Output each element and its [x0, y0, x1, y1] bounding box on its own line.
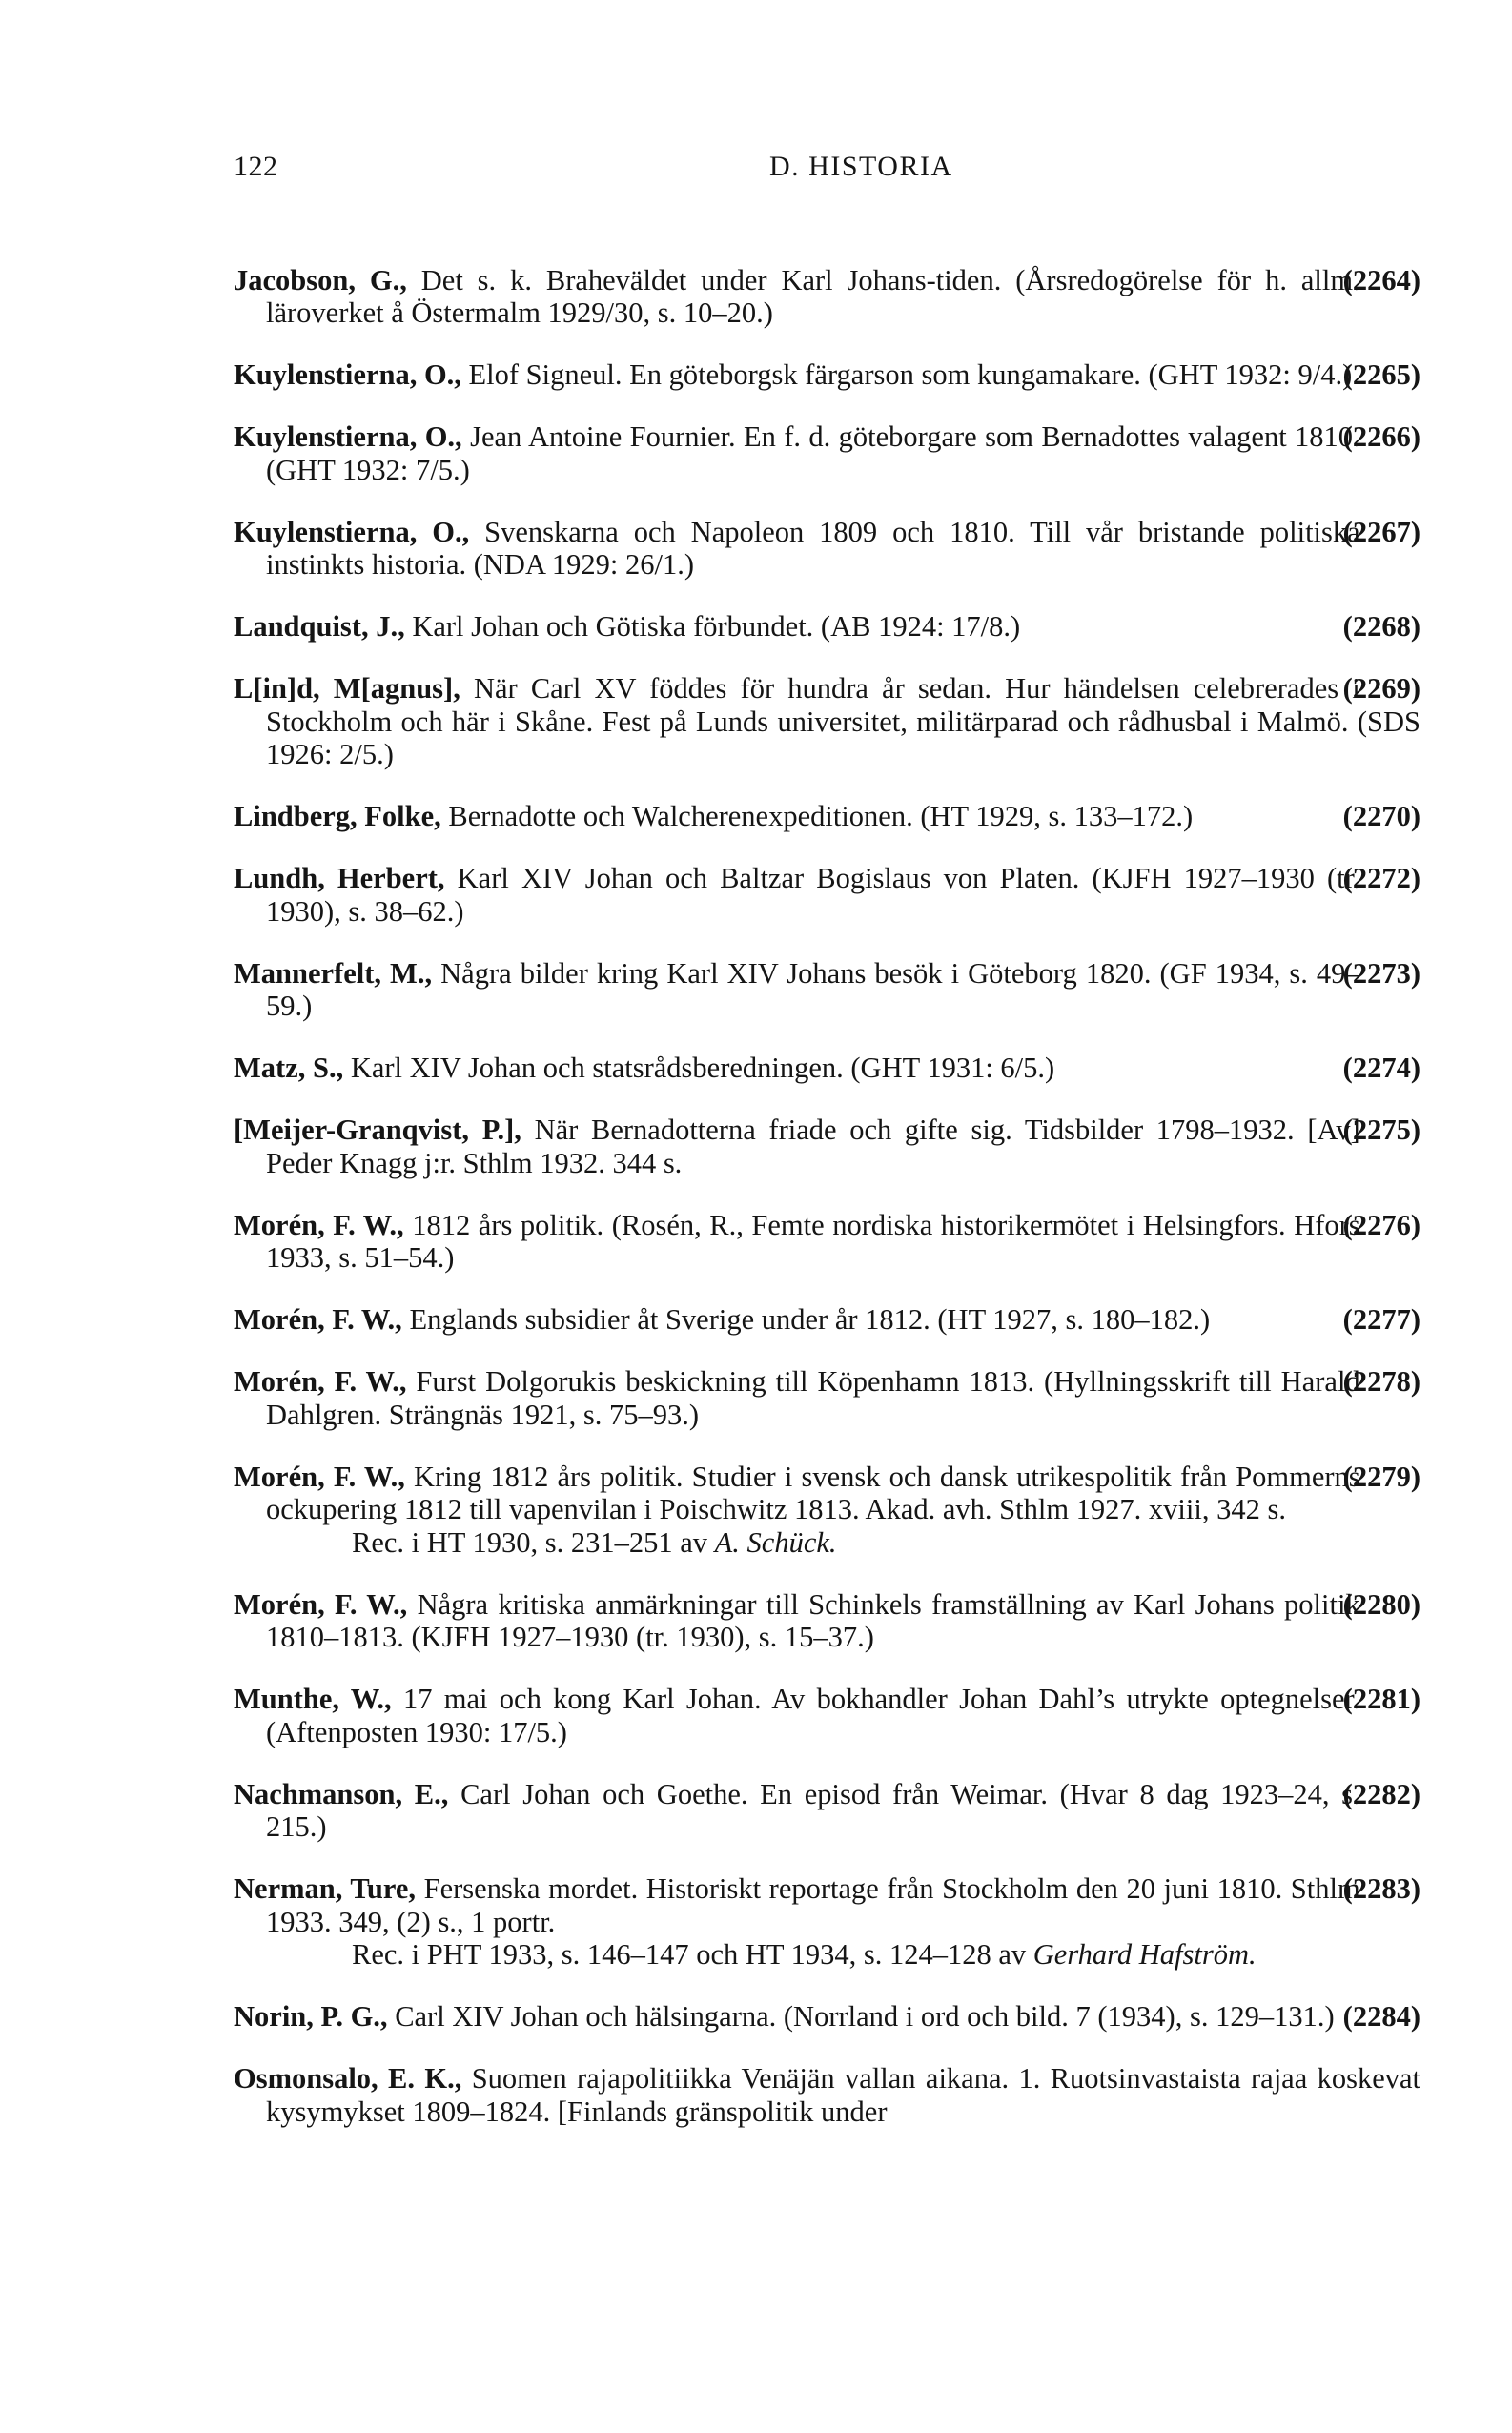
entry-text: Det s. k. Braheväldet under Karl Johans-tiden. (Årsredogörelse för h. allm. läroverket å Östermalm 1929/30, s. 10–20.)	[266, 263, 1360, 329]
entry-author: Lundh, Herbert,	[234, 862, 445, 894]
bibliography-entry	[234, 358, 1420, 392]
bibliography-list	[234, 235, 1420, 2145]
entry-text: Elof Signeul. En göteborgsk färgarson som kungamakare. (GHT 1932: 9/4.)	[468, 358, 1353, 391]
bibliography-entry	[234, 862, 1420, 928]
entry-author: Mannerfelt, M.,	[234, 956, 433, 990]
entry-number: (2273)	[1342, 956, 1420, 990]
bibliography-entry	[234, 1303, 1420, 1337]
entry-number: (2278)	[1342, 1365, 1420, 1398]
entry-text: Englands subsidier åt Sverige under år 1812. (HT 1927, s. 180–182.)	[409, 1303, 1211, 1336]
entry-review	[266, 1938, 1420, 1972]
entry-author: Kuylenstierna, O.,	[234, 420, 462, 453]
running-head: D. HISTORIA	[769, 151, 953, 182]
entry-text: Fersenska mordet. Historiskt reportage från Stockholm den 20 juni 1810. Sthlm 1933. 349, (2) s., 1 portr.	[266, 1872, 1360, 1938]
entry-author: Matz, S.,	[234, 1052, 344, 1084]
entry-text: Kring 1812 års politik. Studier i svensk och dansk utrikespolitik från Pommerns ockupering 1812 till vapenvilan i Poischwitz 1813. Akad. avh. Sthlm 1927. xviii, 342 s.	[266, 1460, 1360, 1525]
entry-text: Svenskarna och Napoleon 1809 och 1810. Till vår bristande politiska instinkts historia. (NDA 1929: 26/1.)	[266, 515, 1360, 581]
bibliography-entry	[234, 1872, 1420, 1972]
review-text: Rec. i PHT 1933, s. 146–147 och HT 1934, s. 124–128 av	[352, 1938, 1027, 1971]
entry-text: Bernadotte och Walcherenexpeditionen. (HT 1929, s. 133–172.)	[448, 800, 1194, 832]
entry-author: Morén, F. W.,	[234, 1208, 404, 1241]
reviewer-name: Gerhard Hafström.	[1032, 1938, 1257, 1971]
entry-author: Kuylenstierna, O.,	[234, 358, 461, 391]
bibliography-entry	[234, 800, 1420, 833]
bibliography-entry	[234, 1365, 1420, 1431]
entry-text: Furst Dolgorukis beskickning till Köpenhamn 1813. (Hyllningsskrift till Harald Dahlgren. Strängnäs 1921, s. 75–93.)	[266, 1365, 1360, 1431]
entry-number: (2265)	[1342, 358, 1420, 391]
entry-author: L[in]d, M[agnus],	[234, 672, 460, 705]
entry-author: Morén, F. W.,	[234, 1303, 402, 1336]
entry-number: (2268)	[1342, 610, 1420, 643]
entry-text: Karl XIV Johan och statsrådsberedningen. (GHT 1931: 6/5.)	[350, 1052, 1055, 1084]
entry-text: Karl Johan och Götiska förbundet. (AB 1924: 17/8.)	[412, 610, 1021, 643]
entry-text: Suomen rajapolitiikka Venäjän vallan aikana. 1. Ruotsinvastaista rajaa koskevat kysymykset 1809–1824. [Finlands gränspolitik under	[266, 2062, 1421, 2128]
bibliography-entry	[234, 1209, 1420, 1275]
entry-number: (2274)	[1342, 1052, 1420, 1084]
entry-number: (2281)	[1342, 1683, 1420, 1715]
entry-text: Karl XIV Johan och Baltzar Bogislaus von Platen. (KJFH 1927–1930 (tr. 1930), s. 38–62.)	[266, 862, 1360, 928]
bibliography-entry	[234, 1588, 1420, 1654]
bibliography-entry	[234, 1052, 1420, 1085]
entry-text: När Carl XV föddes för hundra år sedan. Hur händelsen celebrerades i Stockholm och här i Skåne. Fest på Lunds universitet, militärparad och rådhusbal i Malmö. (SDS 1926: 2/5.)	[266, 672, 1420, 770]
entry-text: 17 mai och kong Karl Johan. Av bokhandler Johan Dahl’s utrykte optegnelser. (Aftenposten 1930: 17/5.)	[266, 1683, 1360, 1748]
bibliography-entry	[234, 420, 1420, 486]
entry-number: (2283)	[1342, 1872, 1420, 1905]
entry-text: När Bernadotterna friade och gifte sig. Tidsbilder 1798–1932. [Av] Peder Knagg j:r. Sthlm 1932. 344 s.	[266, 1114, 1360, 1179]
bibliography-entry	[234, 672, 1420, 771]
page-number: 122	[234, 151, 278, 182]
entry-number: (2272)	[1342, 862, 1420, 894]
entry-author: Kuylenstierna, O.,	[234, 515, 470, 548]
entry-number: (2266)	[1342, 420, 1420, 453]
entry-author: Lindberg, Folke,	[234, 800, 441, 832]
entry-number: (2267)	[1342, 515, 1420, 548]
bibliography-entry	[234, 1683, 1420, 1748]
bibliography-entry	[234, 1461, 1420, 1560]
entry-author: Morén, F. W.,	[234, 1587, 408, 1621]
entry-author: Osmonsalo, E. K.,	[234, 2062, 462, 2095]
reviewer-name: A. Schück.	[714, 1525, 837, 1559]
entry-author: Nerman, Ture,	[234, 1872, 417, 1905]
entry-number: (2284)	[1342, 2000, 1420, 2033]
entry-number: (2279)	[1342, 1460, 1420, 1493]
entry-number: (2275)	[1342, 1114, 1420, 1146]
bibliography-entry	[234, 2000, 1420, 2034]
entry-text: Några bilder kring Karl XIV Johans besök i Göteborg 1820. (GF 1934, s. 49–59.)	[266, 956, 1360, 1022]
bibliography-entry	[234, 957, 1420, 1023]
entry-number: (2270)	[1342, 800, 1420, 832]
entry-number: (2269)	[1342, 672, 1420, 705]
entry-author: Morén, F. W.,	[234, 1460, 405, 1493]
entry-text: Jean Antoine Fournier. En f. d. göteborgare som Bernadottes valagent 1810. (GHT 1932: 7/5.)	[266, 420, 1360, 486]
entry-number: (2276)	[1342, 1208, 1420, 1241]
entry-number: (2282)	[1342, 1777, 1420, 1810]
entry-author: Landquist, J.,	[234, 610, 405, 643]
bibliography-entry	[234, 2062, 1420, 2128]
page-header	[234, 151, 1420, 196]
bibliography-entry	[234, 1114, 1420, 1179]
bibliography-entry	[234, 516, 1420, 582]
entry-author: Nachmanson, E.,	[234, 1777, 449, 1810]
entry-text: Carl Johan och Goethe. En episod från Weimar. (Hvar 8 dag 1923–24, s. 215.)	[266, 1777, 1360, 1843]
entry-number: (2264)	[1342, 263, 1420, 296]
entry-author: Munthe, W.,	[234, 1683, 392, 1715]
entry-number: (2277)	[1342, 1303, 1420, 1336]
entry-number: (2280)	[1342, 1587, 1420, 1621]
review-text: Rec. i HT 1930, s. 231–251 av	[352, 1525, 708, 1559]
entry-author: Morén, F. W.,	[234, 1365, 407, 1398]
bibliography-entry	[234, 1778, 1420, 1844]
entry-author: [Meijer-Granqvist, P.],	[234, 1114, 521, 1146]
entry-author: Jacobson, G.,	[234, 263, 407, 296]
entry-text: 1812 års politik. (Rosén, R., Femte nordiska historikermötet i Helsingfors. Hfors 1933, s. 51–54.)	[266, 1208, 1360, 1274]
entry-text: Carl XIV Johan och hälsingarna. (Norrland i ord och bild. 7 (1934), s. 129–131.)	[395, 2000, 1335, 2033]
bibliography-entry	[234, 264, 1420, 330]
bibliography-entry	[234, 610, 1420, 644]
entry-review	[266, 1526, 1420, 1560]
entry-text: Några kritiska anmärkningar till Schinkels framställning av Karl Johans politik 1810–1813. (KJFH 1927–1930 (tr. 1930), s. 15–37.)	[266, 1587, 1360, 1653]
entry-author: Norin, P. G.,	[234, 2000, 388, 2033]
